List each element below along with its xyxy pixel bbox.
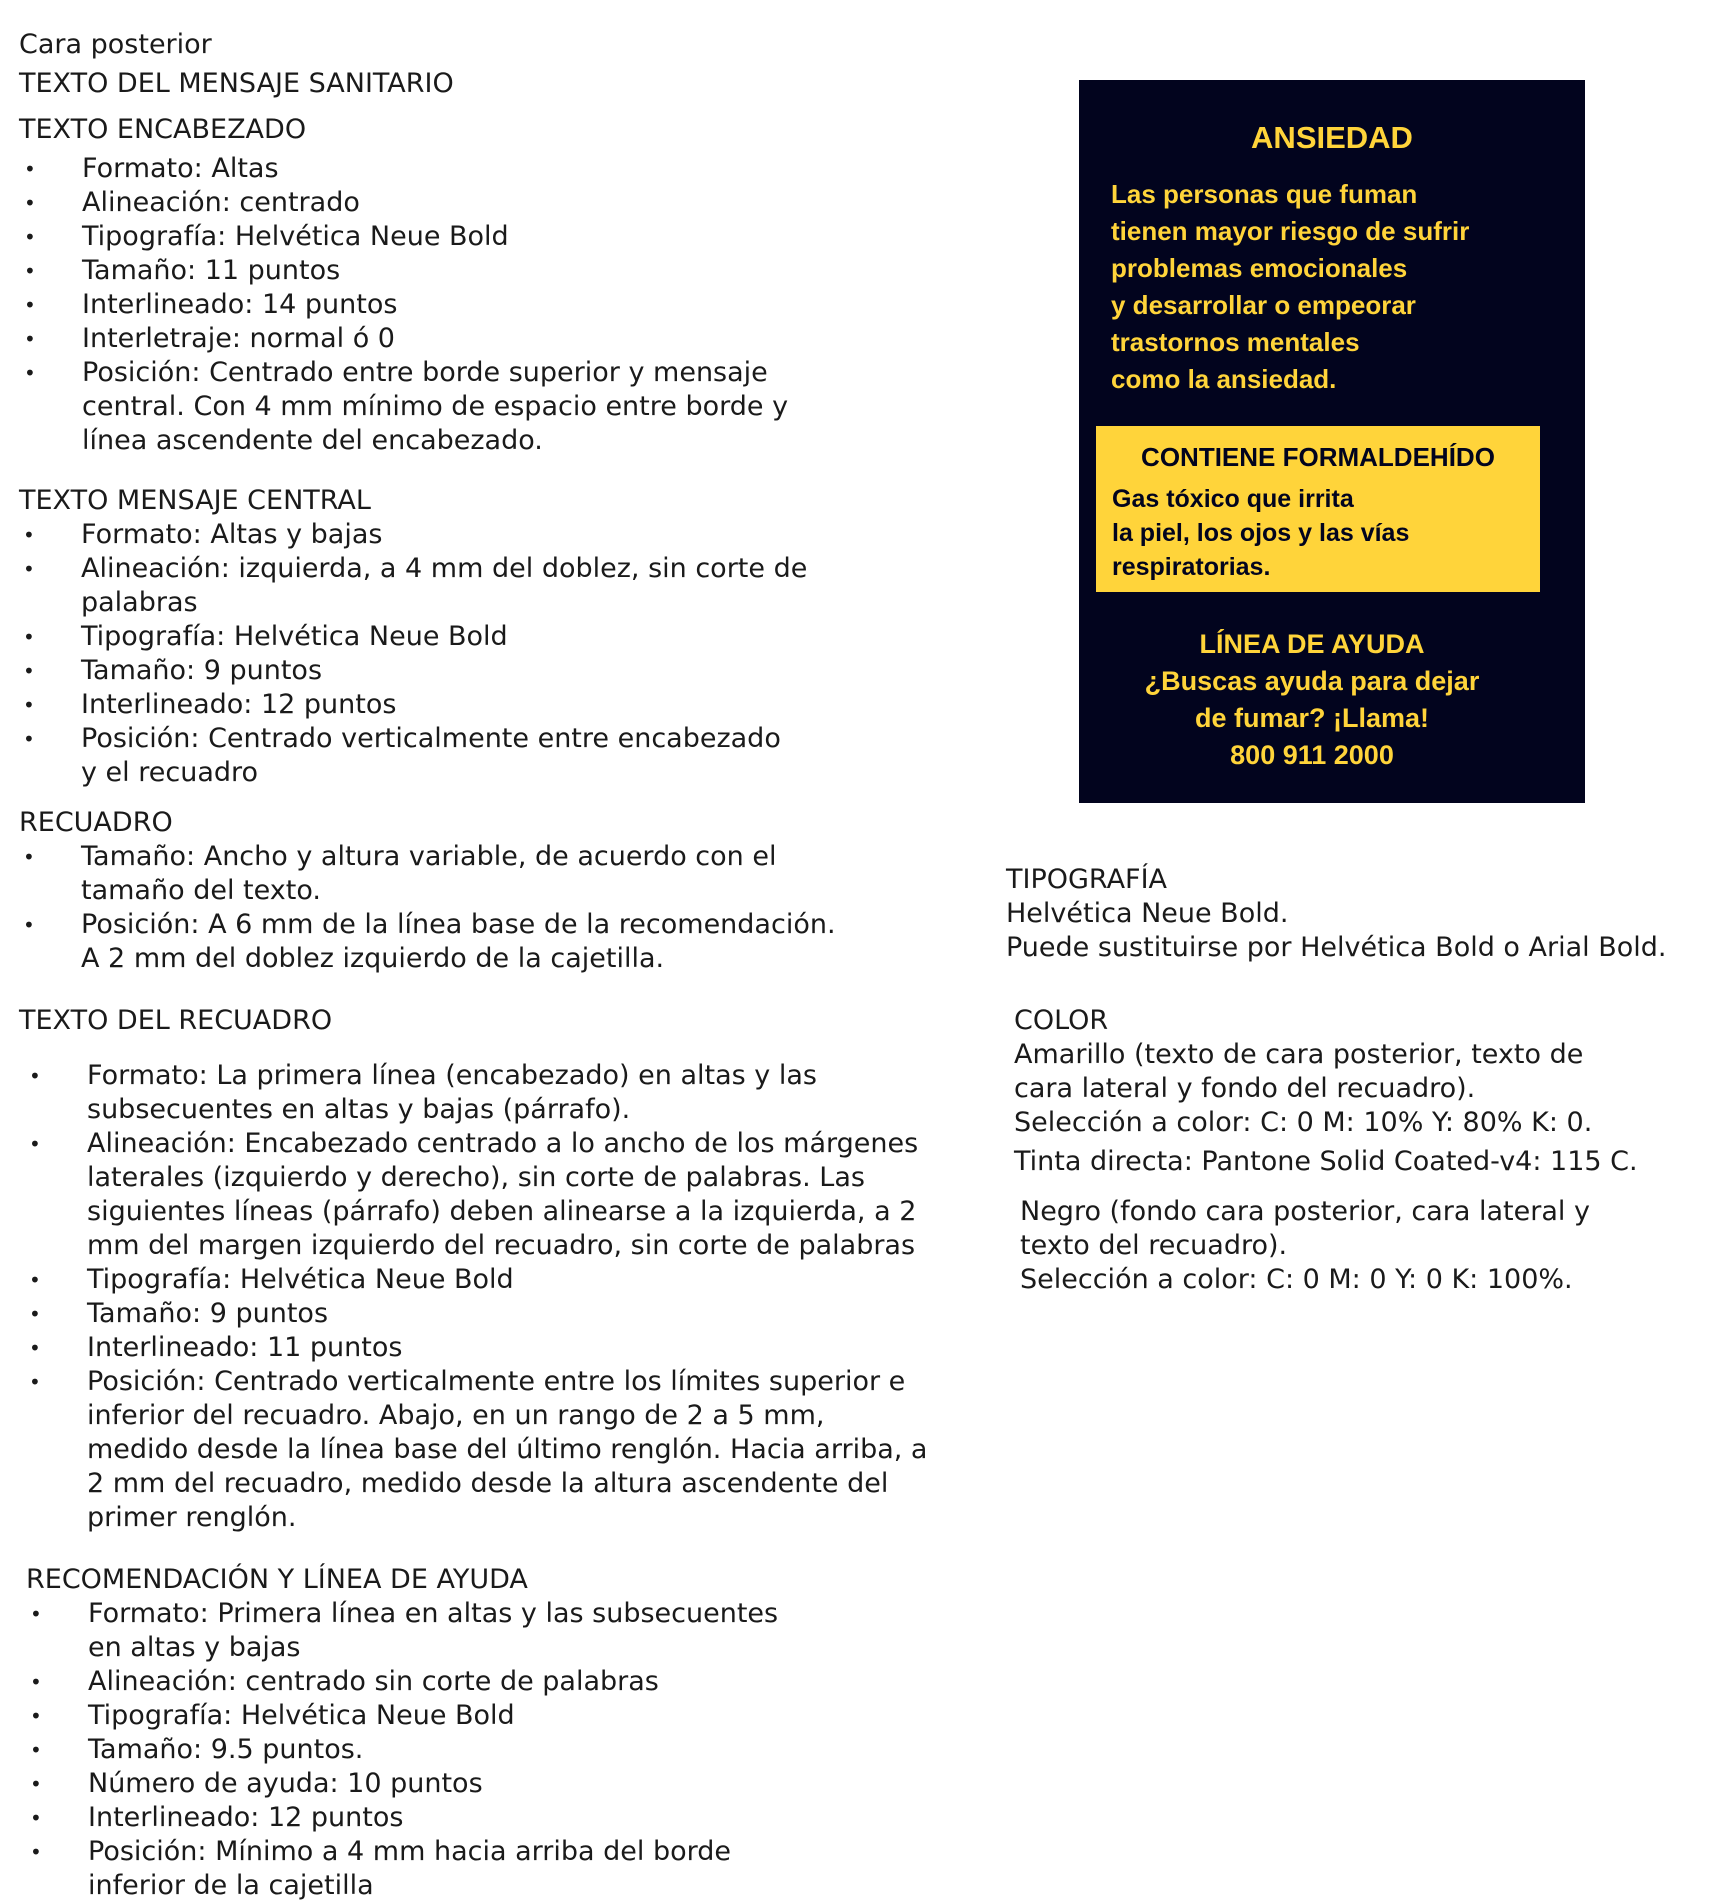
yellow-color-line: Tinta directa: Pantone Solid Coated-v4: 115 C. <box>1014 1146 1638 1177</box>
help-heading: LÍNEA DE AYUDA <box>1199 629 1425 659</box>
page-title: Cara posterior <box>19 29 212 60</box>
list-item: • Formato: Altas <box>24 153 279 184</box>
panel-heading: ANSIEDAD <box>1251 120 1413 155</box>
list-item: • Tipografía: Helvética Neue Bold <box>24 221 509 252</box>
yellow-color-line: Amarillo (texto de cara posterior, texto de <box>1014 1039 1584 1070</box>
list-item: • Alineación: Encabezado centrado a lo ancho de los márgenes laterales (izquierdo y derecho), sin corte de palabras. Las siguientes líneas (párrafo) deben alinearse a la izquierda, a 2 mm del margen izquierdo del recuadro, sin corte de palabras <box>29 1128 919 1261</box>
warning-box <box>1096 426 1540 592</box>
list-item: • Tipografía: Helvética Neue Bold <box>23 621 508 652</box>
list-item: • Interlineado: 14 puntos <box>24 289 398 320</box>
list-item: • Formato: La primera línea (encabezado) en altas y las subsecuentes en altas y bajas (párrafo). <box>29 1060 817 1125</box>
section-subtitle: TEXTO DEL MENSAJE SANITARIO <box>19 68 454 99</box>
list-item: • Interlineado: 12 puntos <box>23 689 397 720</box>
list-item: • Alineación: izquierda, a 4 mm del doblez, sin corte de palabras <box>23 553 808 618</box>
list-item: • Formato: Primera línea en altas y las subsecuentes en altas y bajas <box>30 1598 779 1663</box>
list-item: • Tipografía: Helvética Neue Bold <box>30 1700 515 1731</box>
list-item: • Interletraje: normal ó 0 <box>24 323 395 354</box>
black-color-line: Selección a color: C: 0 M: 0 Y: 0 K: 100%. <box>1020 1264 1573 1295</box>
box-text-line: respiratorias. <box>1112 553 1271 581</box>
help-number: 800 911 2000 <box>1230 740 1394 770</box>
list-item: • Interlineado: 12 puntos <box>30 1802 404 1833</box>
list-item: • Posición: Centrado verticalmente entre encabezado y el recuadro <box>23 723 781 788</box>
heading-color: COLOR <box>1014 1005 1109 1036</box>
panel-message-line: problemas emocionales <box>1111 253 1408 283</box>
list-item: • Tamaño: 9 puntos <box>23 655 323 686</box>
panel-message-line: como la ansiedad. <box>1111 364 1337 394</box>
help-line: de fumar? ¡Llama! <box>1194 703 1430 733</box>
warning-panel-mockup <box>1079 80 1585 803</box>
heading-recuadro: RECUADRO <box>19 807 173 838</box>
help-line: ¿Buscas ayuda para dejar <box>1144 666 1480 696</box>
list-item: • Tamaño: 9.5 puntos. <box>30 1734 364 1765</box>
black-color-line: texto del recuadro). <box>1020 1230 1288 1261</box>
typography-line: Helvética Neue Bold. <box>1006 898 1289 929</box>
heading-texto-del-recuadro: TEXTO DEL RECUADRO <box>19 1005 333 1036</box>
list-item: • Posición: Mínimo a 4 mm hacia arriba del borde inferior de la cajetilla <box>30 1836 731 1901</box>
panel-message-line: y desarrollar o empeorar <box>1111 290 1416 320</box>
yellow-color-line: cara lateral y fondo del recuadro). <box>1014 1073 1476 1104</box>
yellow-color-line: Selección a color: C: 0 M: 10% Y: 80% K: 0. <box>1014 1107 1593 1138</box>
box-heading: CONTIENE FORMALDEHÍDO <box>1141 442 1495 472</box>
list-item: • Interlineado: 11 puntos <box>29 1332 403 1363</box>
list-item: • Número de ayuda: 10 puntos <box>30 1768 483 1799</box>
panel-message-line: trastornos mentales <box>1111 327 1360 357</box>
list-item: • Tamaño: Ancho y altura variable, de acuerdo con el tamaño del texto. <box>23 841 777 906</box>
list-item: • Formato: Altas y bajas <box>23 519 383 550</box>
list-item: • Alineación: centrado sin corte de palabras <box>30 1666 659 1697</box>
list-item: • Tamaño: 11 puntos <box>24 255 341 286</box>
list-item: • Posición: Centrado verticalmente entre los límites superior e inferior del recuadro. Abajo, en un rango de 2 a 5 mm, medido desde la línea base del último renglón. Hacia arriba, a 2 mm del recuadro, medido desde la altura ascendente del primer renglón. <box>29 1366 928 1533</box>
panel-message-line: tienen mayor riesgo de sufrir <box>1111 216 1470 246</box>
typography-line: Puede sustituirse por Helvética Bold o Arial Bold. <box>1006 932 1667 963</box>
panel-message-line: Las personas que fuman <box>1111 179 1418 209</box>
heading-texto-encabezado: TEXTO ENCABEZADO <box>19 114 307 145</box>
list-item: • Tipografía: Helvética Neue Bold <box>29 1264 514 1295</box>
box-text-line: Gas tóxico que irrita <box>1112 485 1354 513</box>
list-item: • Tamaño: 9 puntos <box>29 1298 329 1329</box>
list-item: • Posición: Centrado entre borde superior y mensaje central. Con 4 mm mínimo de espacio entre borde y línea ascendente del encabezado. <box>24 357 789 456</box>
heading-recomendacion-linea-ayuda: RECOMENDACIÓN Y LÍNEA DE AYUDA <box>26 1564 528 1595</box>
heading-tipografia: TIPOGRAFÍA <box>1006 864 1168 895</box>
black-color-line: Negro (fondo cara posterior, cara lateral y <box>1020 1196 1590 1227</box>
list-item: • Posición: A 6 mm de la línea base de la recomendación. A 2 mm del doblez izquierdo de la cajetilla. <box>23 909 836 974</box>
heading-texto-mensaje-central: TEXTO MENSAJE CENTRAL <box>19 485 371 516</box>
box-text-line: la piel, los ojos y las vías <box>1112 519 1410 547</box>
list-item: • Alineación: centrado <box>24 187 360 218</box>
